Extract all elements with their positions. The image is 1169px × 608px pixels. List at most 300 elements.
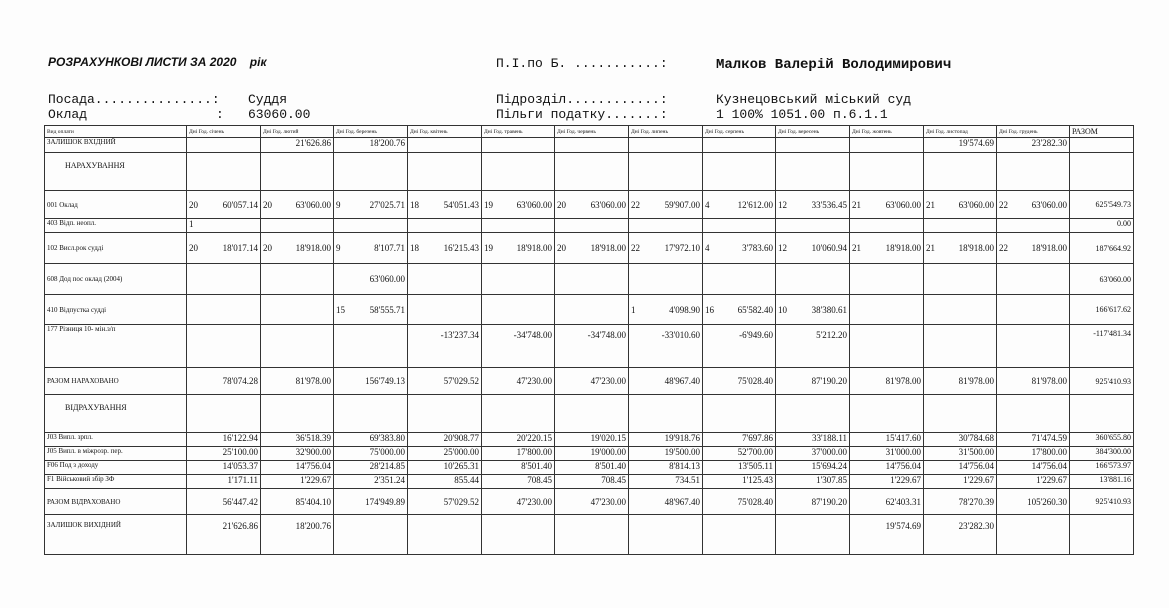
month-cell: [408, 233, 482, 264]
days-count: 1: [189, 219, 194, 229]
month-cell: [555, 325, 629, 368]
days-count: 18: [410, 199, 419, 210]
value-cell: 33'188.11: [776, 433, 850, 447]
col-header-month: Дні Год. листопад: [924, 126, 997, 138]
month-cell: [629, 191, 703, 219]
value-cell: 81'978.00: [997, 368, 1070, 395]
value-cell: 18'200.76: [334, 138, 408, 153]
tax-label: Пільги податку.......:: [496, 107, 668, 122]
value-text: 10'060.94: [811, 243, 847, 253]
value-cell: 78'270.39: [924, 489, 997, 515]
value-cell: [997, 515, 1070, 555]
cell-content: [336, 274, 405, 284]
opening-balance-row: [45, 138, 1134, 153]
month-cell: [703, 264, 776, 295]
cell-content: [557, 200, 626, 210]
month-cell: [997, 264, 1070, 295]
days-count: 18: [410, 243, 419, 253]
empty-cell: [997, 153, 1070, 191]
value-text: -34'748.00: [587, 330, 626, 340]
month-cell: [334, 264, 408, 295]
cell-content: [631, 200, 700, 210]
value-cell: 23'282.30: [997, 138, 1070, 153]
value-cell: 36'518.39: [261, 433, 334, 447]
value-cell: 47'230.00: [482, 368, 555, 395]
row-label: 403 Відп. неопл.: [45, 219, 187, 233]
col-header-month: Дні Год. березень: [334, 126, 408, 138]
total-cell: 0.00: [1070, 219, 1134, 233]
month-cell: [187, 191, 261, 219]
month-cell: [261, 219, 334, 233]
month-cell: [629, 295, 703, 325]
empty-cell: [408, 153, 482, 191]
value-text: 63'060.00: [516, 199, 552, 210]
value-cell: 19'500.00: [629, 447, 703, 461]
title-year-suffix: рік: [249, 55, 267, 69]
subdivision-label: Підрозділ............:: [496, 92, 668, 107]
days-count: 22: [631, 199, 640, 210]
position-value: Суддя: [248, 92, 288, 107]
value-cell: 78'074.28: [187, 368, 261, 395]
closing-balance-row: [45, 515, 1134, 555]
tax-value: 1 100% 1051.00 п.6.1.1: [716, 107, 888, 122]
month-cell: [703, 191, 776, 219]
value-cell: 21'626.86: [261, 138, 334, 153]
total-cell: 925'410.93: [1070, 489, 1134, 515]
cell-content: [999, 243, 1067, 253]
value-text: 18'918.00: [1031, 243, 1067, 253]
value-cell: 69'383.80: [334, 433, 408, 447]
month-cell: [924, 191, 997, 219]
days-count: 22: [999, 243, 1008, 253]
month-cell: [187, 264, 261, 295]
value-text: 18'918.00: [590, 243, 626, 253]
total-cell: 166'573.97: [1070, 461, 1134, 475]
cell-content: [336, 200, 405, 210]
days-count: 9: [336, 243, 341, 253]
accruals-total-row: [45, 368, 1134, 395]
value-cell: [482, 138, 555, 153]
days-count: 16: [705, 304, 714, 315]
value-text: 63'060.00: [295, 199, 331, 210]
value-cell: 1'229.67: [850, 475, 924, 489]
value-text: 63'060.00: [958, 199, 994, 210]
empty-cell: [187, 395, 261, 433]
value-cell: 1'229.67: [924, 475, 997, 489]
month-cell: [261, 264, 334, 295]
col-header-month: Дні Год. квітень: [408, 126, 482, 138]
cell-content: [778, 200, 847, 210]
value-cell: 8'501.40: [555, 461, 629, 475]
value-cell: 57'029.52: [408, 368, 482, 395]
month-cell: [776, 191, 850, 219]
value-cell: 8'501.40: [482, 461, 555, 475]
month-cell: [408, 325, 482, 368]
value-cell: 14'053.37: [187, 461, 261, 475]
cell-content: [189, 219, 258, 229]
empty-cell: [482, 153, 555, 191]
deductions-total-row: [45, 489, 1134, 515]
empty-cell: [1070, 395, 1134, 433]
month-cell: [187, 325, 261, 368]
value-text: 27'025.71: [369, 199, 405, 210]
deduction-row: [45, 475, 1134, 489]
value-text: -34'748.00: [513, 330, 552, 340]
value-text: 63'060.00: [369, 274, 405, 284]
month-cell: [482, 264, 555, 295]
cell-content: [189, 200, 258, 210]
value-cell: 855.44: [408, 475, 482, 489]
empty-cell: [261, 395, 334, 433]
month-cell: [261, 191, 334, 219]
days-count: 12: [778, 243, 787, 253]
empty-cell: [555, 153, 629, 191]
value-cell: 14'756.04: [924, 461, 997, 475]
section-title: НАРАХУВАННЯ: [45, 153, 187, 191]
value-cell: 85'404.10: [261, 489, 334, 515]
value-cell: 30'784.68: [924, 433, 997, 447]
empty-cell: [703, 153, 776, 191]
value-cell: 31'000.00: [850, 447, 924, 461]
total-cell: 625'549.73: [1070, 191, 1134, 219]
value-cell: 105'260.30: [997, 489, 1070, 515]
cell-content: [999, 200, 1067, 210]
month-cell: [187, 219, 261, 233]
row-label: 410 Відпустка судді: [45, 295, 187, 325]
cell-content: [484, 200, 552, 210]
empty-cell: [1070, 153, 1134, 191]
days-count: 9: [336, 199, 341, 210]
value-cell: [334, 515, 408, 555]
value-cell: [187, 138, 261, 153]
month-cell: [261, 233, 334, 264]
month-cell: [997, 325, 1070, 368]
salary-label: Оклад: [48, 107, 88, 122]
document-title: [48, 55, 267, 69]
deductions-section-row: [45, 395, 1134, 433]
month-cell: [924, 264, 997, 295]
total-cell: [1070, 515, 1134, 555]
accrual-row: [45, 233, 1134, 264]
month-cell: [776, 219, 850, 233]
value-cell: [703, 515, 776, 555]
cell-content: [631, 243, 700, 253]
value-cell: 1'171.11: [187, 475, 261, 489]
value-text: -13'237.34: [440, 330, 479, 340]
empty-cell: [997, 395, 1070, 433]
month-cell: [924, 325, 997, 368]
value-cell: 81'978.00: [261, 368, 334, 395]
table-header-row: [45, 126, 1134, 138]
cell-content: [189, 243, 258, 253]
total-cell: [1070, 138, 1134, 153]
days-count: 20: [189, 243, 198, 253]
value-cell: 708.45: [482, 475, 555, 489]
col-header-month: Дні Год. серпень: [703, 126, 776, 138]
cell-content: [705, 305, 773, 315]
month-cell: [997, 295, 1070, 325]
value-cell: 14'756.04: [850, 461, 924, 475]
days-count: 19: [484, 199, 493, 210]
value-cell: 10'265.31: [408, 461, 482, 475]
value-cell: 32'900.00: [261, 447, 334, 461]
deduction-row: [45, 433, 1134, 447]
value-cell: 18'200.76: [261, 515, 334, 555]
row-label: J05 Випл. в міжрозр. пер.: [45, 447, 187, 461]
accrual-row: [45, 295, 1134, 325]
month-cell: [850, 191, 924, 219]
value-text: 5'212.20: [816, 330, 847, 340]
col-header-month: Дні Год. лютий: [261, 126, 334, 138]
days-count: 20: [263, 243, 272, 253]
cell-content: [410, 243, 479, 253]
col-header-total: РАЗОМ: [1070, 126, 1134, 138]
days-count: 22: [631, 243, 640, 253]
title-text: РОЗРАХУНКОВІ ЛИСТИ ЗА: [48, 55, 207, 69]
days-count: 21: [852, 199, 861, 210]
cell-content: [705, 200, 773, 210]
row-label: РАЗОМ НАРАХОВАНО: [45, 368, 187, 395]
empty-cell: [629, 395, 703, 433]
cell-content: [263, 243, 331, 253]
month-cell: [482, 295, 555, 325]
value-cell: 19'020.15: [555, 433, 629, 447]
value-cell: 15'417.60: [850, 433, 924, 447]
value-cell: 20'220.15: [482, 433, 555, 447]
value-cell: 75'028.40: [703, 368, 776, 395]
month-cell: [408, 219, 482, 233]
value-text: 18'918.00: [516, 243, 552, 253]
month-cell: [334, 191, 408, 219]
month-cell: [334, 325, 408, 368]
row-label: 102 Висл.рок судді: [45, 233, 187, 264]
employee-name: Малков Валерій Володимирович: [716, 57, 952, 73]
value-cell: 75'000.00: [334, 447, 408, 461]
month-cell: [482, 219, 555, 233]
value-cell: 19'574.69: [850, 515, 924, 555]
empty-cell: [555, 395, 629, 433]
value-text: 63'060.00: [590, 199, 626, 210]
value-cell: 25'100.00: [187, 447, 261, 461]
row-label: F06 Под з доходу: [45, 461, 187, 475]
accrual-row: [45, 219, 1134, 233]
value-text: 60'057.14: [222, 199, 258, 210]
row-label: J03 Випл. зрпл.: [45, 433, 187, 447]
value-cell: 1'307.85: [776, 475, 850, 489]
month-cell: [555, 264, 629, 295]
month-cell: [776, 325, 850, 368]
value-text: 63'060.00: [885, 199, 921, 210]
value-cell: 19'000.00: [555, 447, 629, 461]
empty-cell: [924, 153, 997, 191]
value-cell: 1'229.67: [997, 475, 1070, 489]
accrual-row: [45, 264, 1134, 295]
empty-cell: [408, 395, 482, 433]
month-cell: [482, 233, 555, 264]
month-cell: [555, 295, 629, 325]
col-header-month: Дні Год. травень: [482, 126, 555, 138]
value-cell: 21'626.86: [187, 515, 261, 555]
row-label: ЗАЛИШОК ВХІДНИЙ: [45, 138, 187, 153]
month-cell: [703, 219, 776, 233]
value-cell: 19'918.76: [629, 433, 703, 447]
days-count: 21: [926, 199, 935, 210]
value-text: 17'972.10: [664, 243, 700, 253]
cell-content: [484, 243, 552, 253]
month-cell: [629, 325, 703, 368]
empty-cell: [924, 395, 997, 433]
col-header-month: Дні Год. грудень: [997, 126, 1070, 138]
value-cell: 17'800.00: [997, 447, 1070, 461]
table-body: [45, 126, 1134, 555]
value-cell: 13'505.11: [703, 461, 776, 475]
col-header-month: Дні Год. жовтень: [850, 126, 924, 138]
value-text: 18'918.00: [885, 243, 921, 253]
month-cell: [924, 219, 997, 233]
month-cell: [776, 264, 850, 295]
total-cell: 63'060.00: [1070, 264, 1134, 295]
value-cell: 15'694.24: [776, 461, 850, 475]
value-cell: [482, 515, 555, 555]
days-count: 19: [484, 243, 493, 253]
value-text: 38'380.61: [811, 304, 847, 315]
value-text: 33'536.45: [811, 199, 847, 210]
value-cell: 47'230.00: [482, 489, 555, 515]
days-count: 20: [263, 199, 272, 210]
value-text: -6'949.60: [739, 330, 773, 340]
value-cell: 174'949.89: [334, 489, 408, 515]
days-count: 20: [557, 199, 566, 210]
month-cell: [334, 295, 408, 325]
days-count: 1: [631, 304, 636, 315]
month-cell: [261, 325, 334, 368]
cell-content: [336, 305, 405, 315]
month-cell: [482, 325, 555, 368]
value-cell: [703, 138, 776, 153]
col-header-month: Дні Год. липень: [629, 126, 703, 138]
value-cell: [629, 138, 703, 153]
days-count: 20: [189, 199, 198, 210]
empty-cell: [261, 153, 334, 191]
month-cell: [997, 191, 1070, 219]
row-label: F1 Військовий збір ЗФ: [45, 475, 187, 489]
month-cell: [776, 295, 850, 325]
value-cell: [776, 138, 850, 153]
empty-cell: [482, 395, 555, 433]
total-cell: 384'300.00: [1070, 447, 1134, 461]
salary-sep: :: [216, 107, 224, 122]
row-label: РАЗОМ ВІДРАХОВАНО: [45, 489, 187, 515]
value-cell: 156'749.13: [334, 368, 408, 395]
accruals-section-row: [45, 153, 1134, 191]
month-cell: [555, 191, 629, 219]
cell-content: [778, 305, 847, 315]
value-text: -33'010.60: [661, 330, 700, 340]
col-header-month: Дні Год. січень: [187, 126, 261, 138]
cell-content: [926, 243, 994, 253]
value-text: 54'051.43: [443, 199, 479, 210]
days-count: 21: [852, 243, 861, 253]
cell-content: [631, 305, 700, 315]
month-cell: [555, 219, 629, 233]
month-cell: [703, 325, 776, 368]
row-label: ЗАЛИШОК ВИХІДНИЙ: [45, 515, 187, 555]
value-cell: 71'474.59: [997, 433, 1070, 447]
month-cell: [408, 191, 482, 219]
value-cell: [629, 515, 703, 555]
value-cell: 1'125.43: [703, 475, 776, 489]
days-count: 21: [926, 243, 935, 253]
value-cell: 48'967.40: [629, 489, 703, 515]
row-label: 608 Дод пос оклад (2004): [45, 264, 187, 295]
row-label: 001 Оклад: [45, 191, 187, 219]
month-cell: [334, 233, 408, 264]
value-cell: 47'230.00: [555, 489, 629, 515]
cell-content: [263, 200, 331, 210]
value-cell: [408, 515, 482, 555]
col-header-month: Дні Год. вересень: [776, 126, 850, 138]
days-count: 22: [999, 199, 1008, 210]
month-cell: [629, 264, 703, 295]
month-cell: [850, 219, 924, 233]
total-cell: -117'481.34: [1070, 325, 1134, 368]
cell-content: [778, 243, 847, 253]
days-count: 20: [557, 243, 566, 253]
total-cell: 187'664.92: [1070, 233, 1134, 264]
value-cell: [555, 515, 629, 555]
value-cell: 87'190.20: [776, 368, 850, 395]
value-cell: 19'574.69: [924, 138, 997, 153]
value-text: 12'612.00: [737, 199, 773, 210]
value-cell: 75'028.40: [703, 489, 776, 515]
deduction-row: [45, 461, 1134, 475]
value-cell: [555, 138, 629, 153]
value-cell: 37'000.00: [776, 447, 850, 461]
value-cell: 17'800.00: [482, 447, 555, 461]
month-cell: [261, 295, 334, 325]
col-header-month: Дні Год. червень: [555, 126, 629, 138]
value-text: 18'017.14: [222, 243, 258, 253]
month-cell: [703, 295, 776, 325]
value-text: 3'783.60: [742, 243, 773, 253]
cell-content: [410, 200, 479, 210]
value-cell: [408, 138, 482, 153]
position-label: Посада...............:: [48, 92, 220, 107]
month-cell: [482, 191, 555, 219]
value-cell: [776, 515, 850, 555]
days-count: 4: [705, 199, 710, 210]
value-cell: 25'000.00: [408, 447, 482, 461]
month-cell: [334, 219, 408, 233]
value-cell: 56'447.42: [187, 489, 261, 515]
value-cell: 23'282.30: [924, 515, 997, 555]
empty-cell: [703, 395, 776, 433]
empty-cell: [334, 153, 408, 191]
value-cell: 708.45: [555, 475, 629, 489]
month-cell: [187, 233, 261, 264]
value-cell: 62'403.31: [850, 489, 924, 515]
month-cell: [187, 295, 261, 325]
value-cell: 81'978.00: [924, 368, 997, 395]
cell-content: [926, 200, 994, 210]
value-cell: [850, 138, 924, 153]
empty-cell: [850, 395, 924, 433]
value-cell: 8'814.13: [629, 461, 703, 475]
days-count: 12: [778, 199, 787, 210]
value-text: 58'555.71: [369, 304, 405, 315]
value-cell: 48'967.40: [629, 368, 703, 395]
month-cell: [850, 264, 924, 295]
